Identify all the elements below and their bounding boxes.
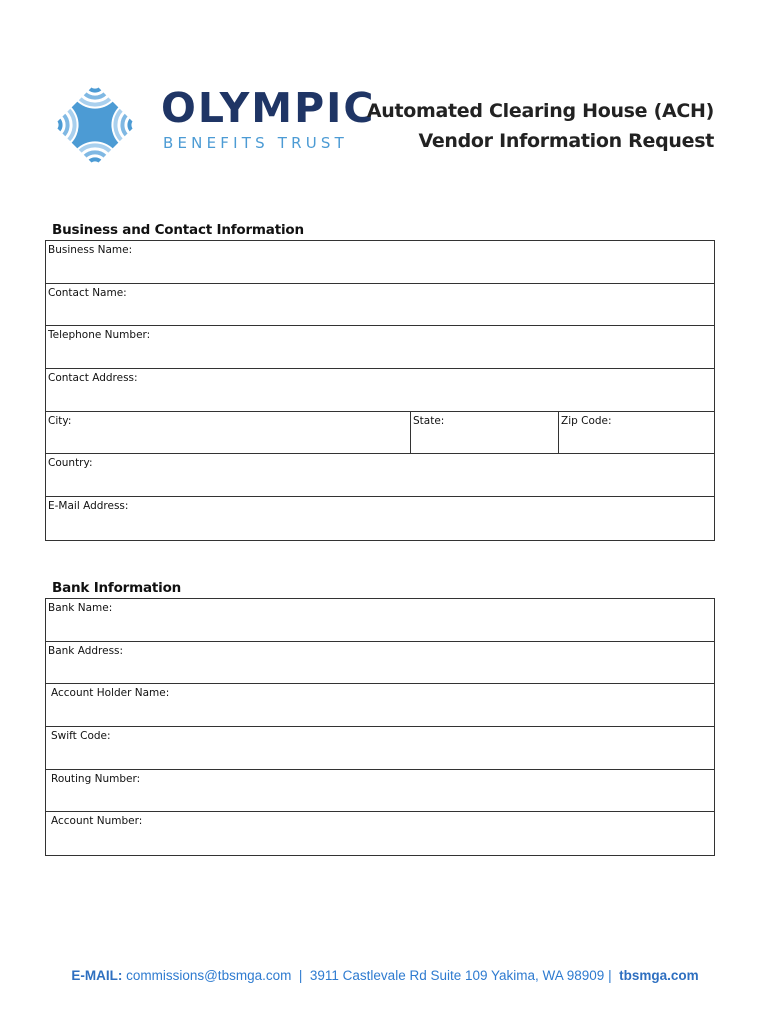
- footer-separator: |: [608, 968, 612, 983]
- telephone-row: [46, 326, 714, 369]
- account-number-label: Account Number:: [51, 815, 143, 828]
- contact-address-label: Contact Address:: [48, 372, 138, 385]
- business-name-row: [46, 241, 714, 284]
- telephone-field[interactable]: [46, 326, 714, 368]
- swift-code-label: Swift Code:: [51, 730, 111, 743]
- olympic-benefits-trust-logo: [50, 78, 376, 172]
- email-row: [46, 497, 714, 540]
- account-holder-field[interactable]: [46, 684, 714, 726]
- business-name-field[interactable]: [46, 241, 714, 283]
- bank-name-field[interactable]: [46, 599, 714, 641]
- bank-address-label: Bank Address:: [48, 644, 124, 657]
- routing-number-row: [46, 770, 714, 813]
- account-holder-label: Account Holder Name:: [51, 687, 170, 700]
- business-name-label: Business Name:: [48, 244, 133, 256]
- bank-section-heading: Bank Information: [52, 580, 182, 596]
- footer-contact: [0, 968, 770, 983]
- brand-name: OLYMPIC: [161, 84, 376, 132]
- zip-code-label: Zip Code:: [561, 414, 612, 427]
- email-field[interactable]: [46, 497, 714, 540]
- country-label: Country:: [48, 457, 93, 470]
- business-section-heading: Business and Contact Information: [52, 222, 304, 238]
- footer-email-link[interactable]: commissions@tbsmga.com: [126, 968, 292, 983]
- bank-name-label: Bank Name:: [48, 602, 113, 614]
- bank-address-field[interactable]: [46, 642, 714, 684]
- contact-name-row: [46, 284, 714, 327]
- bank-information-table: [45, 598, 715, 856]
- email-label: E-Mail Address:: [48, 500, 129, 513]
- zip-code-field[interactable]: [558, 412, 714, 454]
- account-holder-row: [46, 684, 714, 727]
- contact-name-field[interactable]: [46, 284, 714, 326]
- footer-separator: |: [298, 968, 303, 983]
- logo-mark-icon: [50, 78, 150, 172]
- telephone-label: Telephone Number:: [48, 329, 151, 342]
- bank-name-row: [46, 599, 714, 642]
- footer-website-link[interactable]: tbsmga.com: [619, 968, 699, 983]
- swift-code-field[interactable]: [46, 727, 714, 769]
- contact-address-row: [46, 369, 714, 412]
- title-line-1: Automated Clearing House (ACH): [366, 100, 714, 122]
- brand-tagline: BENEFITS TRUST: [163, 134, 349, 152]
- country-row: [46, 454, 714, 497]
- country-field[interactable]: [46, 454, 714, 496]
- business-contact-table: [45, 240, 715, 541]
- document-title: [367, 96, 714, 156]
- title-line-2: Vendor Information Request: [418, 130, 714, 152]
- footer-email-label: E-MAIL:: [71, 968, 123, 983]
- contact-name-label: Contact Name:: [48, 286, 127, 299]
- account-number-row: [46, 812, 714, 855]
- contact-address-field[interactable]: [46, 369, 714, 411]
- swift-code-row: [46, 727, 714, 770]
- footer-address: 3911 Castlevale Rd Suite 109 Yakima, WA 98909: [309, 968, 605, 983]
- account-number-field[interactable]: [46, 812, 714, 855]
- routing-number-field[interactable]: [46, 770, 714, 812]
- city-field[interactable]: [46, 412, 410, 454]
- state-label: State:: [413, 414, 445, 427]
- routing-number-label: Routing Number:: [51, 772, 141, 785]
- bank-address-row: [46, 642, 714, 685]
- state-field[interactable]: [410, 412, 558, 454]
- city-state-zip-row: [46, 412, 714, 455]
- city-label: City:: [48, 414, 72, 427]
